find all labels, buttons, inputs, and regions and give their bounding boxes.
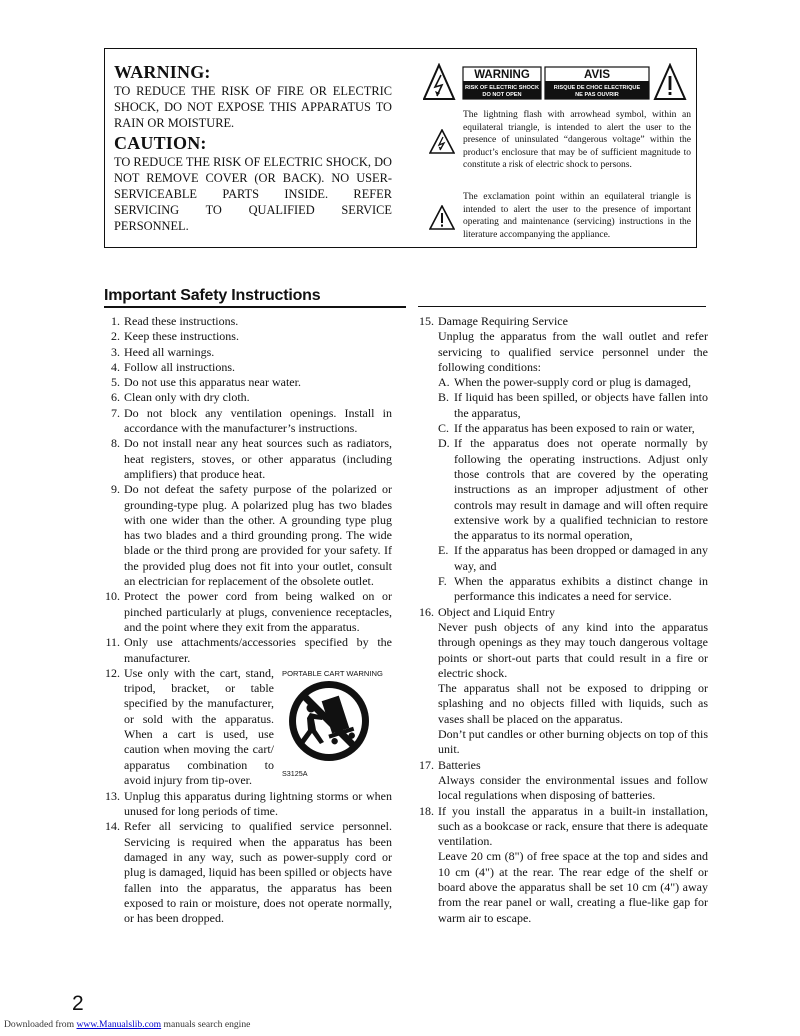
footer bbox=[4, 1019, 250, 1030]
page-number: 2 bbox=[72, 992, 84, 1015]
sub-item: C. If the apparatus has been exposed to rain or water, bbox=[438, 421, 695, 436]
warning-box bbox=[104, 48, 697, 248]
sticker-avis-sub1: RISQUE DE CHOC ELECTRIQUE bbox=[553, 85, 641, 91]
warning-avis-sticker bbox=[423, 63, 687, 103]
warning-title: WARNING: bbox=[114, 62, 211, 82]
section-rule bbox=[418, 306, 706, 307]
item-heading: Damage Requiring Service bbox=[438, 314, 568, 328]
portable-cart-warning bbox=[282, 666, 392, 778]
section-title: Important Safety Instructions bbox=[104, 287, 321, 304]
lightning-symbol-description: The lightning flash with arrowhead symbol, within an equilateral triangle, is intended to alert the user to the presence of uninsulated “dangerous voltage” within the product’s enclosure that may be of sufficient magnitude to constitute a risk of electric shock to persons. bbox=[463, 110, 691, 171]
list-item: 10. Protect the power cord from being walked on or pinched particularly at plugs, convenience receptacles, and the point where they exit from the apparatus. bbox=[105, 589, 392, 634]
cart-caption: PORTABLE CART WARNING bbox=[282, 668, 383, 678]
sub-item: E. If the apparatus has been dropped or damaged in any way, and bbox=[438, 543, 708, 573]
sticker-lightning-icon bbox=[424, 65, 454, 99]
list-item: 9. Do not defeat the safety purpose of the polarized or grounding-type plug. A polarized plug has two blades with one wider than the other. A grounding type plug has two blades and a third grounding prong. The wide blade or the third prong are provided for your safety. If the provided plug does not fit into your outlet, consult an electrician for replacement of the obsolete outlet. bbox=[111, 482, 392, 589]
footer-link[interactable]: www.Manualslib.com bbox=[76, 1019, 162, 1030]
exclamation-symbol-description: The exclamation point within an equilateral triangle is intended to alert the user to the presence of important operating and maintenance (servicing) instructions in the literature accompanying the appliance. bbox=[463, 192, 691, 240]
sticker-warning-sub1: RISK OF ELECTRIC SHOCK bbox=[465, 85, 539, 91]
footer-suffix: manuals search engine bbox=[163, 1019, 251, 1030]
sub-item: F. When the apparatus exhibits a distinct change in performance this indicates a need for service. bbox=[438, 574, 708, 604]
sticker-warning-sub2: DO NOT OPEN bbox=[482, 92, 522, 98]
item-heading: Object and Liquid Entry bbox=[438, 604, 555, 619]
sub-item: D. If the apparatus does not operate normally by following the operating instructions. Adjust only those controls that are covered by the operating instructions as an improper adjustment of other controls may result in damage and will often require extensive work by a qualified technician to restore the apparatus to its normal operation, bbox=[438, 436, 708, 543]
warning-text: TO REDUCE THE RISK OF FIRE OR ELECTRIC SHOCK, DO NOT EXPOSE THIS APPARATUS TO RAIN OR MOISTURE. bbox=[114, 84, 392, 130]
left-column bbox=[104, 314, 392, 927]
list-item: 13. Unplug this apparatus during lightning storms or when unused for long periods of time. bbox=[105, 788, 392, 819]
sticker-avis-sub2: NE PAS OUVRIR bbox=[575, 92, 619, 98]
lightning-triangle-icon bbox=[429, 129, 455, 155]
list-item-batteries: 17. Batteries Always consider the environmental issues and follow local regulations when disposing of batteries. bbox=[419, 757, 708, 803]
sticker-avis-label: AVIS bbox=[584, 69, 610, 81]
list-item: 8. Do not install near any heat sources such as radiators, heat registers, stoves, or other apparatus (including amplifiers) that produce heat. bbox=[111, 436, 392, 481]
caution-text: TO REDUCE THE RISK OF ELECTRIC SHOCK, DO NOT REMOVE COVER (OR BACK). NO USER-SERVICEABLE PARTS INSIDE. REFER SERVICING TO QUALIFIED SERVICE PERSONNEL. bbox=[114, 155, 392, 233]
section-rule bbox=[104, 306, 406, 308]
list-item: 14. Refer all servicing to qualified service personnel. Servicing is required when the apparatus has been damaged in any way, such as power-supply cord or plug is damaged, liquid has been spilled or objects have fallen into the apparatus, the apparatus has been exposed to rain or moisture, does not operate normally, or has been dropped. bbox=[105, 819, 392, 926]
caution-title: CAUTION: bbox=[114, 133, 207, 153]
list-item: 4. Follow all instructions. bbox=[111, 359, 235, 374]
item-heading: Batteries bbox=[438, 757, 481, 772]
sticker-warning-label: WARNING bbox=[474, 69, 530, 81]
list-item: 5. Do not use this apparatus near water. bbox=[111, 375, 301, 390]
list-item: 6. Clean only with dry cloth. bbox=[111, 390, 250, 405]
sub-item: B. If liquid has been spilled, or objects have fallen into the apparatus, bbox=[438, 390, 708, 420]
sub-item: A. When the power-supply cord or plug is damaged, bbox=[438, 375, 692, 390]
list-item-cart: 12. Use only with the cart, stand, tripod, bracket, or table specified by the manufacturer, or sold with the apparatus. When a cart is used, use caution when moving the cart/ apparatus combination to avoid injury from tip-over. PORTABLE CART WARNING S3125A bbox=[104, 666, 392, 789]
list-item-damage: 15. Damage Requiring Service Unplug the apparatus from the wall outlet and refer servicing to qualified service personnel under the following conditions: A. When the power-supply cord or plug is damaged, B. If liquid has been spilled, or objects have fallen into the apparatus, C. If the apparatus has been exposed to rain or water, D. If the apparatus does not operate normally by following the operating instructions. Adjust only those controls that are covered by the operating instructions as an improper adjustment of other controls may result in damage and will often require extensive work by a qualified technician to restore the apparatus to its normal operation, E. If the apparatus has been dropped or damaged in any way, and F. When the apparatus exhibits a distinct change in performance this indicates a need for service. bbox=[419, 314, 708, 604]
cart-code: S3125A bbox=[282, 768, 308, 778]
list-item: 7. Do not block any ventilation openings. Install in accordance with the manufacturer’s instructions. bbox=[111, 405, 392, 436]
footer-prefix: Downloaded from bbox=[4, 1019, 75, 1030]
list-item-object-liquid: 16. Object and Liquid Entry Never push objects of any kind into the apparatus through openings as they may touch dangerous voltage points or short-out parts that could result in a fire or electric shock. The apparatus shall not be exposed to dripping or splashing and no objects filled with liquids, such as vases shall be placed on the apparatus. Don’t put candles or other burning objects on top of this unit. bbox=[419, 604, 708, 757]
list-item: 2. Keep these instructions. bbox=[111, 329, 239, 344]
list-item: 11. Only use attachments/accessories specified by the manufacturer. bbox=[105, 635, 392, 665]
list-item: 3. Heed all warnings. bbox=[111, 344, 215, 359]
list-item: 1. Read these instructions. bbox=[111, 314, 239, 328]
sticker-exclamation-icon bbox=[655, 65, 685, 99]
right-column bbox=[418, 314, 708, 926]
exclamation-triangle-icon bbox=[429, 205, 455, 231]
list-item-ventilation: 18. If you install the apparatus in a built-in installation, such as a bookcase or rack, ensure that there is adequate ventilation. Leave 20 cm (8") of free space at the top and sides and 10 cm (4") at the rear. The rear edge of the shelf or board above the apparatus shall be set 10 cm (4") away from the rear panel or wall, creating a flue-like gap for warm air to escape. bbox=[419, 803, 708, 925]
cart-warning-icon bbox=[286, 678, 372, 764]
